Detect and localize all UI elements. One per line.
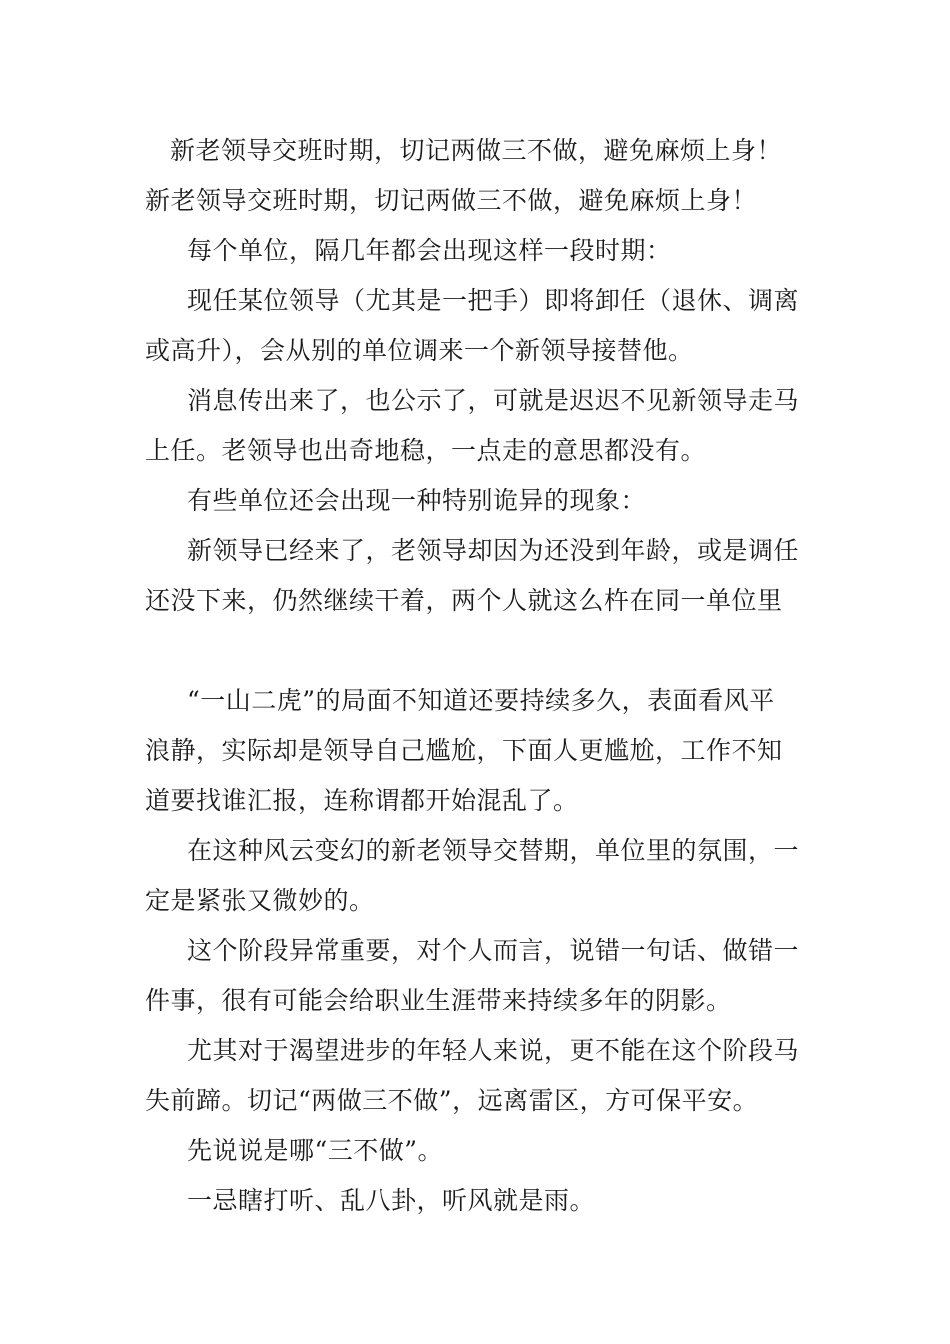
document-line: 件事，很有可能会给职业生涯带来持续多年的阴影。: [145, 986, 732, 1015]
document-line: “一山二虎”的局面不知道还要持续多久，表面看风平: [187, 686, 775, 715]
document-line: 消息传出来了，也公示了，可就是迟迟不见新领导走马: [187, 386, 800, 415]
document-line: 每个单位，隔几年都会出现这样一段时期：: [187, 236, 672, 265]
document-line: 或高升），会从别的单位调来一个新领导接替他。: [145, 336, 694, 365]
document-line: 还没下来，仍然继续干着，两个人就这么杵在同一单位里: [145, 586, 783, 615]
document-line: 浪静，实际却是领导自己尴尬，下面人更尴尬，工作不知: [145, 736, 783, 765]
document-line: 上任。老领导也出奇地稳，一点走的意思都没有。: [145, 436, 707, 465]
document-line: 在这种风云变幻的新老领导交替期，单位里的氛围，一: [187, 836, 800, 865]
document-title: 新老领导交班时期，切记两做三不做，避免麻烦上身！: [170, 136, 783, 165]
document-line: 有些单位还会出现一种特别诡异的现象：: [187, 486, 647, 515]
document-line: 这个阶段异常重要，对个人而言，说错一句话、做错一: [187, 936, 800, 965]
document-line: 一忌瞎打听、乱八卦，听风就是雨。: [187, 1186, 596, 1215]
document-line: 新老领导交班时期，切记两做三不做，避免麻烦上身！: [145, 186, 758, 215]
document-line: 先说说是哪“三不做”。: [187, 1136, 444, 1165]
document-line: 现任某位领导（尤其是一把手）即将卸任（退休、调离: [187, 286, 800, 315]
document-line: 定是紧张又微妙的。: [145, 886, 375, 915]
document-line: 尤其对于渴望进步的年轻人来说，更不能在这个阶段马: [187, 1036, 800, 1065]
document-line: 道要找谁汇报，连称谓都开始混乱了。: [145, 786, 579, 815]
document-line: 新领导已经来了，老领导却因为还没到年龄，或是调任: [187, 536, 800, 565]
document-line: 失前蹄。切记“两做三不做”，远离雷区，方可保平安。: [145, 1086, 759, 1115]
